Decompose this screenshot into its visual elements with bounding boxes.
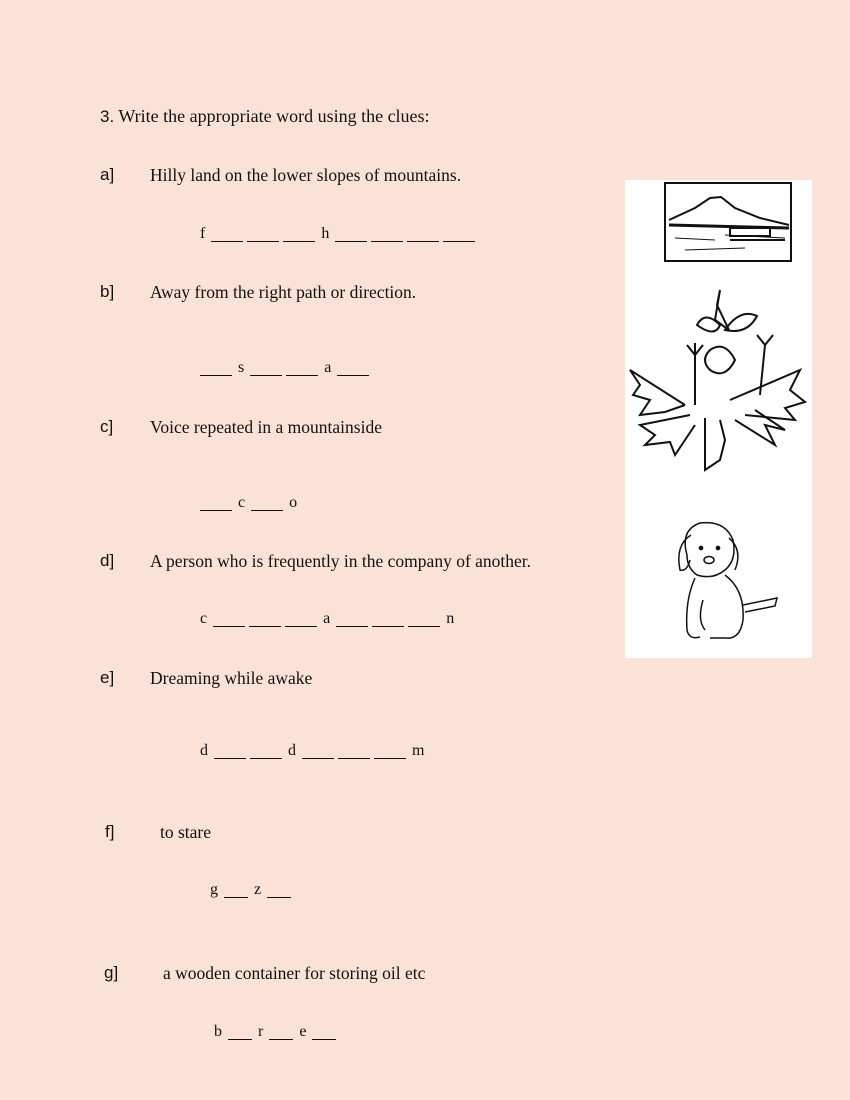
letter-blank[interactable] [443,227,475,242]
question-label: e] [100,668,115,687]
given-letter: z [254,881,262,898]
letter-blank[interactable] [200,361,232,376]
given-letter: r [258,1023,264,1040]
letter-blank[interactable] [286,361,318,376]
letter-blank[interactable] [302,744,334,759]
question-clue: Hilly land on the lower slopes of mountains. [150,165,462,185]
letter-blank[interactable] [247,227,279,242]
letter-blank[interactable] [200,496,232,511]
question-label: f] [105,822,115,841]
dog-picture [679,523,777,639]
given-letter: b [214,1023,222,1040]
given-letter: n [446,610,455,627]
letter-blank[interactable] [312,1025,336,1040]
letter-blank[interactable] [338,744,370,759]
letter-blank[interactable] [211,227,243,242]
letter-blank[interactable] [214,744,246,759]
letter-blank[interactable] [374,744,406,759]
given-letter: m [412,742,425,759]
letter-blank[interactable] [250,361,282,376]
given-letter: d [200,742,208,759]
question-label: a] [100,165,115,184]
answer-blanks[interactable] [196,611,458,627]
letter-blank[interactable] [408,612,440,627]
given-letter: o [289,494,298,511]
letter-blank[interactable] [337,361,369,376]
question-label: b] [100,282,115,301]
question-clue: Dreaming while awake [150,668,313,688]
given-letter: f [200,225,206,242]
answer-blanks[interactable] [210,1024,338,1040]
letter-blank[interactable] [249,612,281,627]
letter-blank[interactable] [285,612,317,627]
answer-blanks[interactable] [206,882,293,898]
answer-blanks[interactable] [196,743,428,759]
given-letter: g [210,881,218,898]
question-clue: a wooden container for storing oil etc [163,963,426,983]
given-letter: h [321,225,330,242]
letter-blank[interactable] [336,612,368,627]
question-clue: Voice repeated in a mountainside [150,417,382,437]
letter-blank[interactable] [228,1025,252,1040]
given-letter: s [238,359,245,376]
given-letter: a [324,359,332,376]
question-label: g] [104,963,119,982]
exercise-number: 3. [100,107,115,126]
letter-blank[interactable] [407,227,439,242]
given-letter: e [299,1023,307,1040]
letter-blank[interactable] [269,1025,293,1040]
letter-blank[interactable] [224,883,248,898]
letter-blank[interactable] [335,227,367,242]
letter-blank[interactable] [372,612,404,627]
letter-blank[interactable] [283,227,315,242]
letter-blank[interactable] [251,496,283,511]
mountain-foothills-picture [665,183,791,261]
given-letter: d [288,742,296,759]
exercise-heading [100,106,430,127]
letter-blank[interactable] [267,883,291,898]
question-clue: to stare [160,822,212,842]
answer-blanks[interactable] [198,360,371,376]
letter-blank[interactable] [250,744,282,759]
given-letter: c [238,494,246,511]
letter-blank[interactable] [371,227,403,242]
question-clue: Away from the right path or direction. [150,282,417,302]
answer-blanks[interactable] [196,226,477,242]
question-clue: A person who is frequently in the company of another. [150,551,532,571]
given-letter: a [323,610,331,627]
question-label: d] [100,551,115,570]
exercise-instruction: Write the appropriate word using the clues: [118,106,430,126]
picture-panel [625,180,812,658]
answer-blanks[interactable] [198,495,301,511]
letter-blank[interactable] [213,612,245,627]
question-label: c] [100,417,114,436]
given-letter: c [200,610,208,627]
plant-picture [630,290,805,470]
